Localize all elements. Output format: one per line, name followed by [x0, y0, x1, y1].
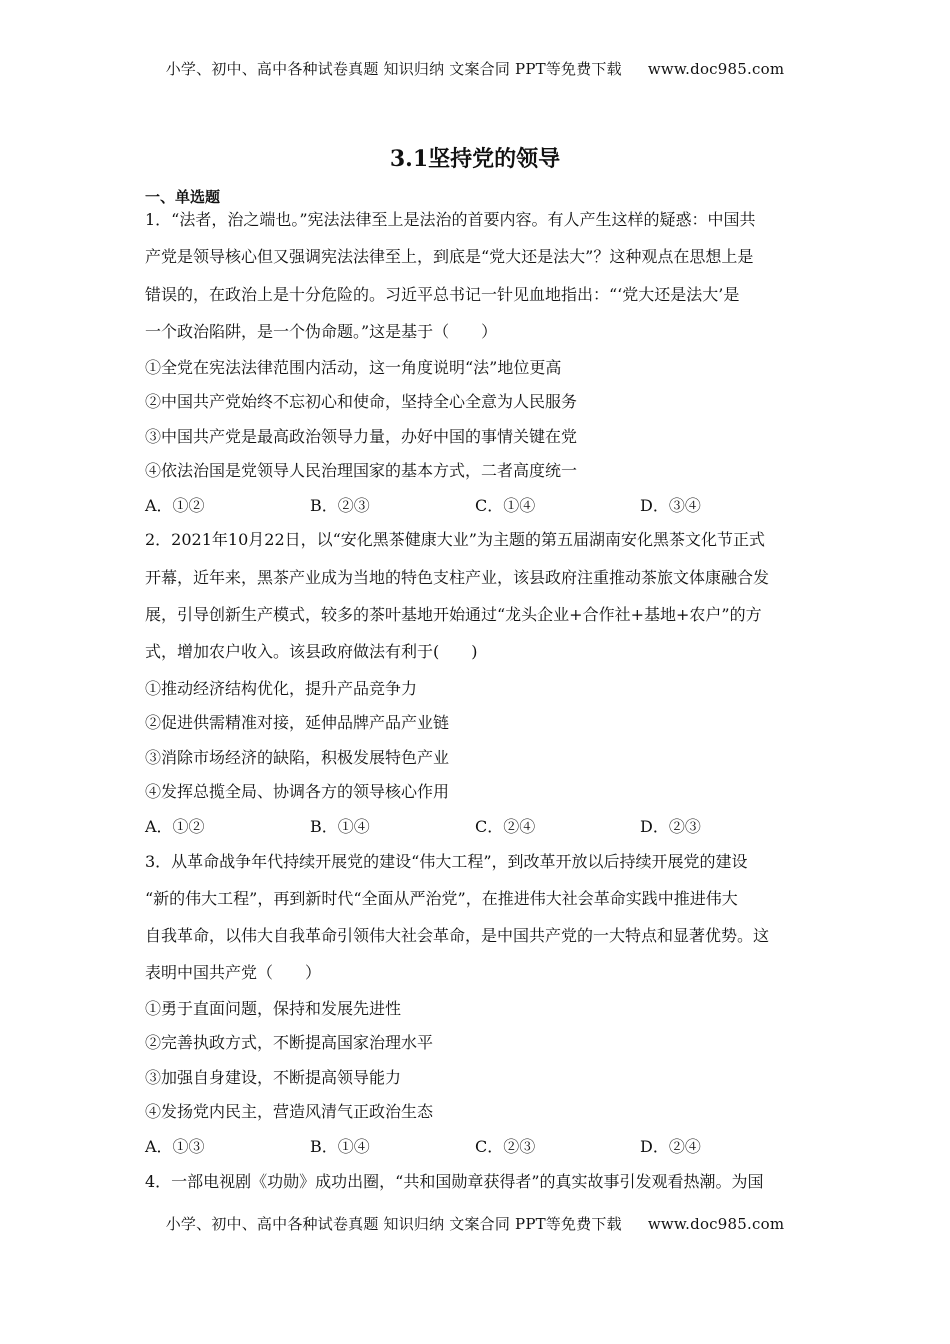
question-2-statement: ④发挥总揽全局、协调各方的领导核心作用 [145, 782, 450, 801]
question-1-stem-line: 错误的，在政治上是十分危险的。习近平总书记一针见血地指出：“‘党大还是法大’是 [145, 285, 740, 304]
question-3-statement: ②完善执政方式，不断提高国家治理水平 [145, 1033, 434, 1052]
question-1-stem-line: 产党是领导核心但又强调宪法法律至上，到底是“党大还是法大”？这种观点在思想上是 [145, 247, 754, 266]
question-3-stem-line: 表明中国共产党（ ） [145, 963, 322, 982]
question-3-statement: ④发扬党内民主，营造风清气正政治生态 [145, 1102, 434, 1121]
header-url[interactable]: www.doc985.com [647, 60, 785, 78]
question-2-choice: B．①④ [310, 817, 370, 836]
question-3-choice: C．②③ [475, 1137, 536, 1156]
question-2-choice: A．①② [145, 817, 205, 836]
question-1-choice: C．①④ [475, 496, 536, 515]
question-1-statement: ②中国共产党始终不忘初心和使命，坚持全心全意为人民服务 [145, 392, 578, 411]
footer-url[interactable]: www.doc985.com [647, 1215, 785, 1233]
document-title: 3.1坚持党的领导 [389, 146, 561, 172]
question-2-stem-line: 展，引导创新生产模式，较多的茶叶基地开始通过“龙头企业+合作社+基地+农户”的方 [145, 605, 762, 624]
question-1-statement: ①全党在宪法法律范围内活动，这一角度说明“法”地位更高 [145, 358, 562, 377]
question-2-statement: ③消除市场经济的缺陷，积极发展特色产业 [145, 748, 450, 767]
question-2-stem-line: 式，增加农户收入。该县政府做法有利于( ) [145, 642, 478, 661]
page-footer [0, 1213, 950, 1234]
question-1-choice: B．②③ [310, 496, 370, 515]
question-1-statement: ④依法治国是党领导人民治理国家的基本方式，二者高度统一 [145, 461, 578, 480]
question-3-choice: D．②④ [640, 1137, 701, 1156]
footer-text: 小学、初中、高中各种试卷真题 知识归纳 文案合同 PPT等免费下载 [165, 1215, 622, 1233]
question-3-stem-line: 3．从革命战争年代持续开展党的建设“伟大工程”，到改革开放以后持续开展党的建设 [145, 852, 748, 871]
question-3-choice: A．①③ [145, 1137, 205, 1156]
section-heading: 一、单选题 [145, 188, 221, 206]
question-1-statement: ③中国共产党是最高政治领导力量，办好中国的事情关键在党 [145, 427, 578, 446]
question-2-choice: D．②③ [640, 817, 701, 836]
question-2-choice: C．②④ [475, 817, 536, 836]
question-2-stem-line: 开幕，近年来，黑茶产业成为当地的特色支柱产业，该县政府注重推动茶旅文体康融合发 [145, 568, 770, 587]
question-1-choice: D．③④ [640, 496, 701, 515]
question-4-stem-line: 4．一部电视剧《功勋》成功出圈，“共和国勋章获得者”的真实故事引发观看热潮。为国 [145, 1172, 764, 1191]
question-3-statement: ③加强自身建设，不断提高领导能力 [145, 1068, 402, 1087]
question-3-stem-line: 自我革命，以伟大自我革命引领伟大社会革命，是中国共产党的一大特点和显著优势。这 [145, 926, 770, 945]
question-3-stem-line: “新的伟大工程”，再到新时代“全面从严治党”，在推进伟大社会革命实践中推进伟大 [145, 889, 738, 908]
question-3-choice: B．①④ [310, 1137, 370, 1156]
question-2-stem-line: 2．2021年10月22日，以“安化黑茶健康大业”为主题的第五届湖南安化黑茶文化节正式 [145, 530, 765, 549]
question-1-choice: A．①② [145, 496, 205, 515]
question-1-stem-line: 一个政治陷阱，是一个伪命题。”这是基于（ ） [145, 322, 498, 341]
question-1-stem-line: 1．“法者，治之端也。”宪法法律至上是法治的首要内容。有人产生这样的疑惑：中国共 [145, 210, 756, 229]
question-2-statement: ①推动经济结构优化，提升产品竞争力 [145, 679, 418, 698]
question-3-statement: ①勇于直面问题，保持和发展先进性 [145, 999, 402, 1018]
question-2-statement: ②促进供需精准对接，延伸品牌产品产业链 [145, 713, 450, 732]
header-text: 小学、初中、高中各种试卷真题 知识归纳 文案合同 PPT等免费下载 [165, 60, 622, 78]
